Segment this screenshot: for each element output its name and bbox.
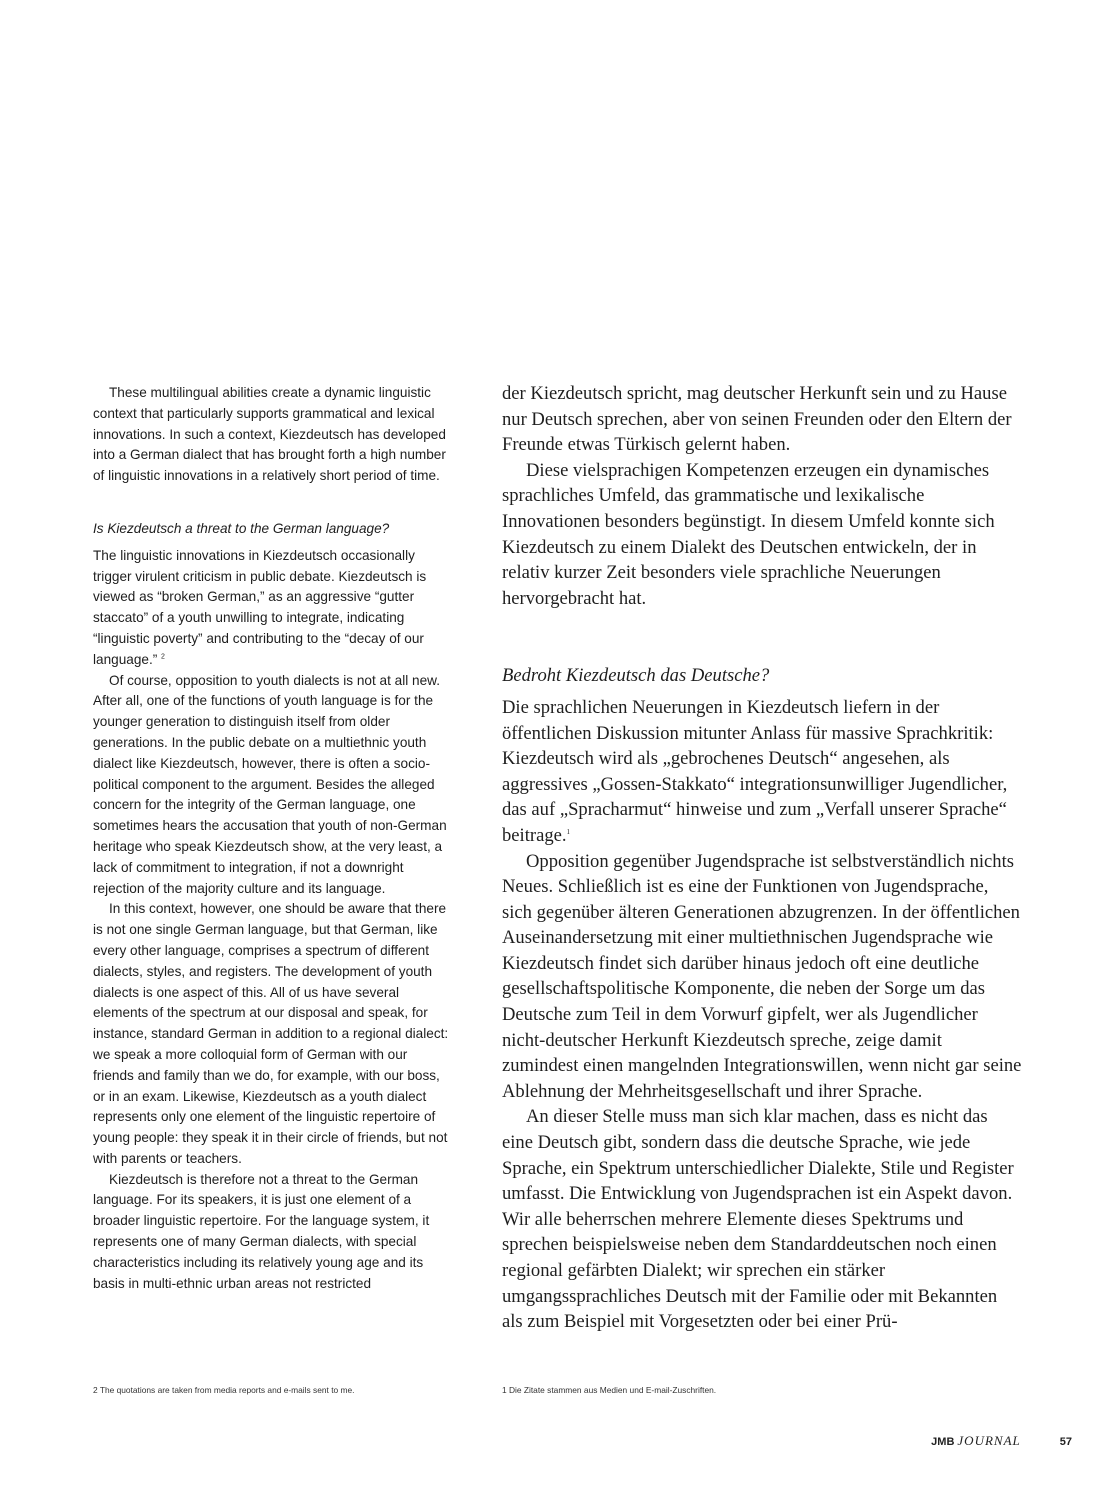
english-footnote: 2 The quotations are taken from media reports and e-mails sent to me. [93,1385,355,1395]
english-section-heading: Is Kiezdeutsch a threat to the German language? [93,520,390,536]
journal-brand-italic: JOURNAL [957,1433,1021,1448]
german-intro-paragraph: Diese vielsprachigen Kompetenzen erzeugen ein dynamisches sprachliches Umfeld, das grammatische und lexikalische Innovationen besonders begünstigt. In diesem Umfeld konnte sich Kiezdeutsch zu einem Dialekt des Deutschen entwickeln, der in relativ kurzer Zeit besonders viele sprachliche Neuerungen hervorgebracht hat. [502,459,995,609]
english-opposition-paragraph: Of course, opposition to youth dialects is not at all new. After all, one of the functions of youth language is for the younger generation to distinguish itself from older generations. In the public debate on a multiethnic youth dialect like Kiezdeutsch, however, there is often a socio-political component to the argument. Besides the alleged concern for the integrity of the German language, one sometimes hears the accusation that youth of non-German heritage who speak Kiezdeutsch show, at the very least, a lack of commitment to integration, if not a downright rejection of the majority culture and its language. [93,672,447,896]
german-criticism-text: Die sprachlichen Neuerungen in Kiezdeutsch liefern in der öffentlichen Diskussion mitunter Anlass für massive Sprachkritik: Kiezdeutsch wird als „gebrochenes Deutsch“ angesehen, als aggressives „Gossen-Stakkato“ integrationsunwilliger Jugendlicher, das auf „Spracharmut“ hinweise und zum „Verfall unserer Sprache“ beitrage. [502,696,1008,846]
german-continuation-paragraph: der Kiezdeutsch spricht, mag deutscher Herkunft sein und zu Hause nur Deutsch sprechen, aber von seinen Freunden oder den Eltern der Freunde etwas Türkisch gelernt haben. [502,383,1012,456]
english-intro-paragraph: These multilingual abilities create a dynamic linguistic context that particularly supports grammatical and lexical innovations. In such a context, Kiezdeutsch has developed into a German dialect that has brought forth a high number of linguistic innovations in a relatively short period of time. [93,385,446,484]
english-column [93,383,451,1294]
english-context-paragraph: In this context, however, one should be aware that there is not one single German language, but that German, like every other language, comprises a spectrum of different dialects, styles, and registers. The development of youth dialects is one aspect of this. All of us have several elements of the spectrum at our disposal and speak, for instance, standard German in addition to a regional dialect: we speak a more colloquial form of German with our friends and family than we do, for example, with our boss, or in an exam. Likewise, Kiezdeutsch as a youth dialect represents only one element of the linguistic repertoire of young people: they speak it in their circle of friends, but not with parents or teachers. [93,901,449,1166]
german-criticism-paragraph [502,695,1022,849]
english-criticism-paragraph [93,546,451,671]
page-footer [931,1433,1072,1449]
english-conclusion-paragraph: Kiezdeutsch is therefore not a threat to the German language. For its speakers, it is just one element of a broader linguistic repertoire. For the language system, it represents one of many German dialects, with special characteristics including its relatively young age and its basis in multi-ethnic urban areas not restricted [93,1171,430,1291]
journal-brand-bold: JMB [931,1436,955,1448]
german-section-heading: Bedroht Kiezdeutsch das Deutsche? [502,665,770,687]
english-criticism-text: The linguistic innovations in Kiezdeutsch occasionally trigger virulent criticism in public debate. Kiezdeutsch is viewed as “broken German,” as an aggressive “gutter staccato” of a youth unwilling to integrate, indicating “linguistic poverty” and contributing to the “decay of our language.” [93,547,427,667]
page-number: 57 [1059,1436,1072,1448]
german-footnote: 1 Die Zitate stammen aus Medien und E-mail-Zuschriften. [502,1385,717,1395]
german-opposition-paragraph: Opposition gegenüber Jugendsprache ist selbstverständlich nichts Neues. Schließlich ist es eine der Funktionen von Jugendsprache, sich gegenüber älteren Generationen abzugrenzen. In der öffentlichen Auseinandersetzung mit einer multiethnischen Jugendsprache wie Kiezdeutsch findet sich darüber hinaus jedoch oft eine deutliche gesellschaftspolitische Komponente, die neben der Sorge um das Deutsche zum Teil in dem Vorwurf gipfelt, wer als Jugendlicher nicht-deutscher Herkunft Kiezdeutsch spreche, zeige damit zumindest einen mangelnden Integrationswillen, wenn nicht gar seine Ablehnung der Mehrheitsgesellschaft und ihrer Sprache. [502,850,1022,1102]
german-column [502,381,1022,1335]
german-footnote-ref: 1 [566,827,571,836]
german-context-paragraph: An dieser Stelle muss man sich klar machen, dass es nicht das eine Deutsch gibt, sondern dass die deutsche Sprache, wie jede Sprache, ein Spektrum unterschiedlicher Dialekte, Stile und Register umfasst. Die Entwicklung von Jugendsprachen ist ein Aspekt davon. Wir alle beherrschen mehrere Elemente dieses Spektrums und sprechen beispielsweise neben dem Standarddeutschen noch einen regional gefärbten Dialekt; wir sprechen ein stärker umgangssprachliches Deutsch mit der Familie oder mit Bekannten als zum Beispiel mit Vorgesetzten oder bei einer Prü- [502,1106,1014,1333]
english-footnote-ref: 2 [161,653,165,661]
